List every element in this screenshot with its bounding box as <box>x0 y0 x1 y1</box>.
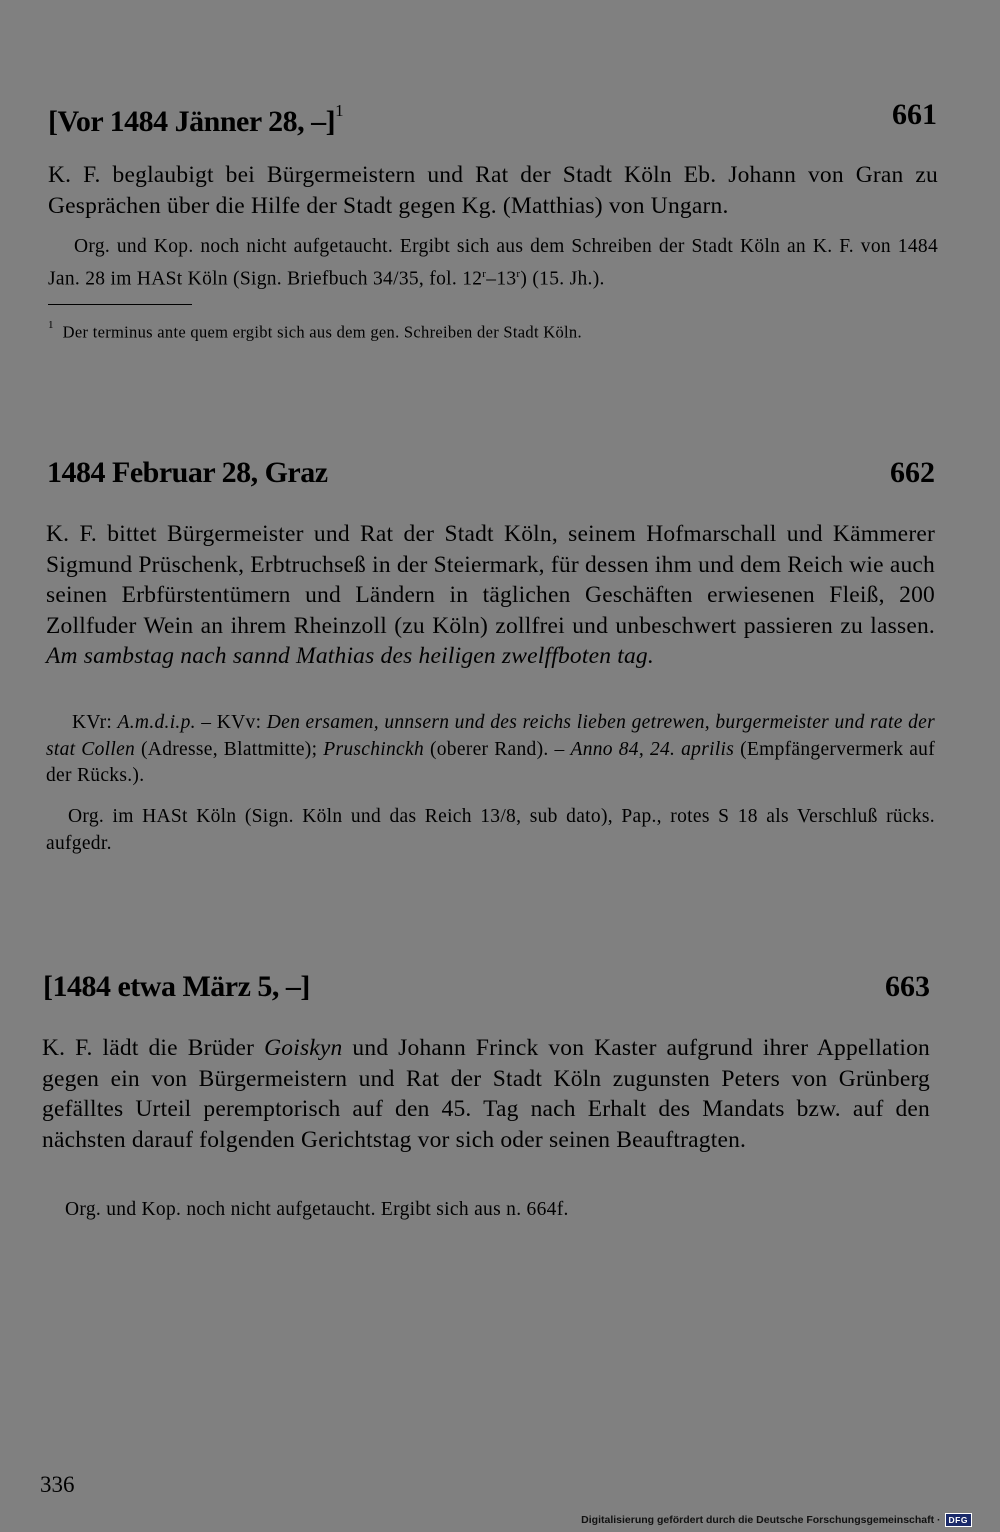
entry-summary: K. F. beglaubigt bei Bürgermeistern und Rat der Stadt Köln Eb. Johann von Gran zu Gesprächen über die Hilfe der Stadt gegen Kg. (Matthias) von Ungarn. <box>48 162 938 219</box>
digitization-credit <box>581 1513 972 1527</box>
entry-number: 663 <box>885 970 930 1003</box>
summary-text: K. F. bittet Bürgermeister und Rat der Stadt Köln, seinem Hofmarschall und Kämmerer Sigmund Prüschenk, Erbtruchseß in der Steiermark, für dessen ihm und dem Reich wie auch seinen Erbfürstentümern und Ländern in täglichen Geschäften erwiesenen Fleiß, 200 Zollfuder Wein an ihrem Rheinzoll (zu Köln) zollfrei und unbeschwert passieren zu lassen. <box>46 521 935 639</box>
anno-dash: – <box>554 738 565 760</box>
entry-heading: [1484 etwa März 5, –] <box>43 970 310 1003</box>
summary-text: K. F. lädt die Brüder <box>42 1035 255 1061</box>
anno-note: (Empfängervermerk auf der Rücks.). <box>46 738 935 786</box>
dfg-logo: DFG <box>945 1513 972 1527</box>
anno-text: Anno 84, 24. aprilis <box>570 738 735 760</box>
footnote-text: Der terminus ante quem ergibt sich aus dem gen. Schreiben der Stadt Köln. <box>62 322 582 342</box>
kvv-label: – KVv: <box>201 712 262 733</box>
entry-number: 661 <box>892 98 937 131</box>
recipient-note: (oberer Rand). <box>429 738 549 760</box>
footnote-divider <box>48 304 192 305</box>
kvr-label: KVr: <box>72 712 113 733</box>
person-name: Goiskyn <box>264 1035 343 1061</box>
credit-text: Digitalisierung gefördert durch die Deutsche Forschungsgemeinschaft · <box>581 1514 941 1526</box>
recipient-name: Pruschinckh <box>323 738 425 760</box>
entry-archival-note: Org. und Kop. noch nicht aufgetaucht. Ergibt sich aus dem Schreiben der Stadt Köln an K. F. von 1484 Jan. 28 im HASt Köln (Sign. Briefbuch 34/35, fol. 12$^r$–13$^r$) (15. Jh.). <box>48 236 938 289</box>
entry-heading: 1484 Februar 28, Graz <box>47 456 328 489</box>
kvv-note: (Adresse, Blattmitte); <box>141 738 318 760</box>
footnote-reference: 1 <box>335 101 344 120</box>
dating-formula: Am sambstag nach sannd Mathias des heiligen zwelffboten tag. <box>46 643 654 669</box>
entry-heading <box>48 98 343 139</box>
kvr-value: A.m.d.i.p. <box>117 712 196 733</box>
footnote-mark: 1 <box>48 319 54 331</box>
entry-summary <box>42 1033 930 1155</box>
summary-text: und Johann Frinck von Kaster aufgrund ihrer Appellation gegen ein von Bürgermeistern und Rat der Stadt Köln zugunsten Peters von Grünberg gefälltes Urteil peremptorisch auf den 45. Tag nach Erhalt des Mandats bzw. auf den nächsten darauf folgenden Gerichtstag vor sich oder seinen Beauftragten. <box>42 1035 931 1153</box>
entry-summary <box>46 519 935 672</box>
footnote <box>48 318 938 343</box>
entry-number: 662 <box>890 456 935 489</box>
page-number: 336 <box>40 1472 75 1497</box>
entry-heading-text: [Vor 1484 Jänner 28, –] <box>48 105 336 138</box>
entry-archival-note: Org. im HASt Köln (Sign. Köln und das Reich 13/8, sub dato), Pap., rotes S 18 als Verschluß rücks. aufgedr. <box>46 806 935 854</box>
kvv-value: Den ersamen, unnsern und des reichs lieben getrewen, burgermeister und rate der stat Collen <box>46 712 935 760</box>
entry-kanzleivermerke <box>46 710 935 790</box>
entry-archival-note: Org. und Kop. noch nicht aufgetaucht. Ergibt sich aus n. 664f. <box>65 1199 569 1220</box>
